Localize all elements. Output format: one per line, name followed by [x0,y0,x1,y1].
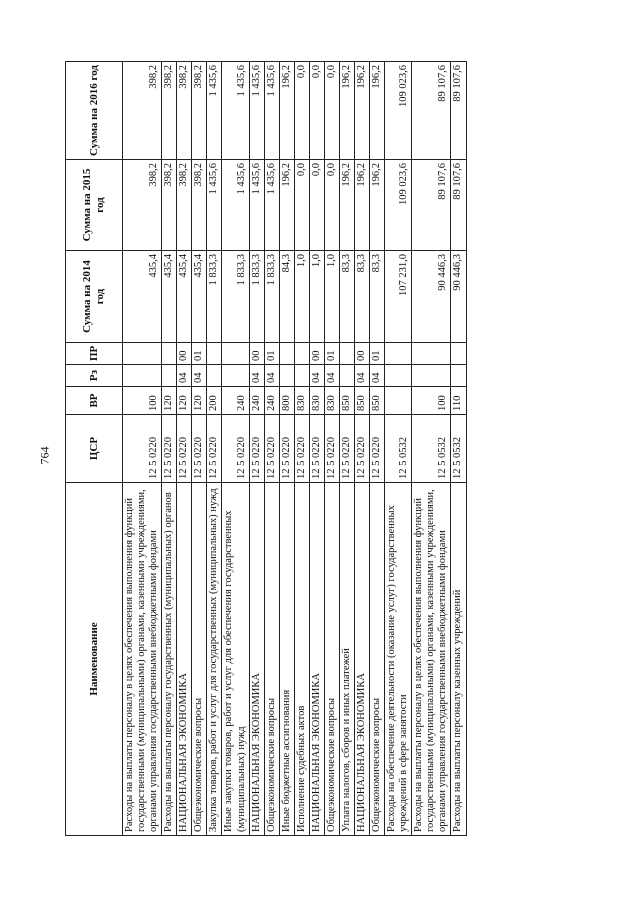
row-rz [294,365,309,387]
row-sum-2015: 1 435,6 [222,160,249,251]
row-rz [339,365,354,387]
row-csr: 12 5 0220 [222,415,249,483]
row-name: Закупка товаров, работ и услуг для государственных (муниципальных) нужд [207,483,222,836]
row-sum-2016: 196,2 [370,62,385,160]
row-sum-2016: 109 023,6 [385,62,412,160]
row-name: Расходы на выплаты персоналу в целях обеспечения выполнения функций государственными (муниципальными) органами, казенными учреждениями, органами управления государственными внебюджетными фондами [123,483,162,836]
row-sum-2014: 83,3 [370,251,385,343]
table-row [192,62,207,836]
row-sum-2015: 1 435,6 [207,160,222,251]
row-vr: 850 [339,387,354,415]
row-csr: 12 5 0220 [162,415,177,483]
table-row [279,62,294,836]
table-row [324,62,339,836]
row-name: НАЦИОНАЛЬНАЯ ЭКОНОМИКА [177,483,192,836]
row-csr: 12 5 0220 [339,415,354,483]
header-vr: ВР [66,387,123,415]
row-sum-2015: 0,0 [324,160,339,251]
budget-table-container [65,62,584,836]
row-pr: 01 [192,343,207,365]
row-sum-2016: 398,2 [192,62,207,160]
row-sum-2015: 1 435,6 [249,160,264,251]
row-name: Исполнение судебных актов [294,483,309,836]
row-sum-2016: 196,2 [279,62,294,160]
row-sum-2015: 109 023,6 [385,160,412,251]
row-sum-2015: 196,2 [339,160,354,251]
table-row [123,62,162,836]
table-row [309,62,324,836]
row-vr: 830 [309,387,324,415]
row-csr: 12 5 0220 [177,415,192,483]
row-pr: 00 [177,343,192,365]
row-pr [123,343,162,365]
row-sum-2014: 435,4 [177,251,192,343]
table-row [451,62,466,836]
row-vr: 120 [177,387,192,415]
row-sum-2015: 398,2 [192,160,207,251]
table-row [264,62,279,836]
row-rz: 04 [264,365,279,387]
row-sum-2016: 0,0 [294,62,309,160]
row-sum-2016: 89 107,6 [451,62,466,160]
row-vr [385,387,412,415]
row-rz: 04 [249,365,264,387]
row-name: НАЦИОНАЛЬНАЯ ЭКОНОМИКА [309,483,324,836]
row-sum-2014: 83,3 [355,251,370,343]
row-sum-2016: 196,2 [339,62,354,160]
row-csr: 12 5 0532 [451,415,466,483]
row-csr: 12 5 0220 [279,415,294,483]
header-sum-2015: Сумма на 2015 год [66,160,123,251]
header-pr: ПР [66,343,123,365]
table-row [207,62,222,836]
row-sum-2015: 398,2 [162,160,177,251]
row-vr: 100 [412,387,451,415]
row-vr: 200 [207,387,222,415]
row-sum-2015: 1 435,6 [264,160,279,251]
row-sum-2015: 89 107,6 [451,160,466,251]
header-row [66,62,123,836]
row-pr: 01 [264,343,279,365]
row-rz [412,365,451,387]
row-sum-2016: 398,2 [177,62,192,160]
row-pr [339,343,354,365]
row-sum-2016: 0,0 [324,62,339,160]
row-csr: 12 5 0220 [370,415,385,483]
row-sum-2016: 398,2 [123,62,162,160]
table-row [339,62,354,836]
row-vr: 240 [249,387,264,415]
row-rz [385,365,412,387]
row-sum-2014: 1 833,3 [264,251,279,343]
row-pr [385,343,412,365]
row-rz [279,365,294,387]
row-sum-2016: 1 435,6 [264,62,279,160]
table-body [123,62,467,836]
row-sum-2014: 1,0 [324,251,339,343]
row-name: Расходы на выплаты персоналу в целях обеспечения выполнения функций государственными (муниципальными) органами, казенными учреждениями, органами управления государственными внебюджетными фондами [412,483,451,836]
row-vr: 800 [279,387,294,415]
row-rz: 04 [355,365,370,387]
row-csr: 12 5 0220 [207,415,222,483]
row-sum-2014: 1 833,3 [207,251,222,343]
row-sum-2015: 196,2 [370,160,385,251]
row-sum-2015: 89 107,6 [412,160,451,251]
row-vr: 850 [370,387,385,415]
row-vr: 830 [324,387,339,415]
row-name: Общеэкономические вопросы [324,483,339,836]
header-sum-2014: Сумма на 2014 год [66,251,123,343]
row-name: НАЦИОНАЛЬНАЯ ЭКОНОМИКА [249,483,264,836]
row-pr [279,343,294,365]
row-name: Уплата налогов, сборов и иных платежей [339,483,354,836]
row-vr: 240 [222,387,249,415]
row-vr: 830 [294,387,309,415]
row-sum-2014: 435,4 [123,251,162,343]
row-csr: 12 5 0220 [324,415,339,483]
table-row [370,62,385,836]
row-rz [222,365,249,387]
row-sum-2014: 1 833,3 [222,251,249,343]
row-csr: 12 5 0220 [249,415,264,483]
row-sum-2014: 1,0 [294,251,309,343]
row-sum-2014: 435,4 [162,251,177,343]
table-row [162,62,177,836]
row-name: Расходы на выплаты персоналу государственных (муниципальных) органов [162,483,177,836]
row-sum-2014: 1 833,3 [249,251,264,343]
row-rz [207,365,222,387]
row-sum-2014: 107 231,0 [385,251,412,343]
row-pr [451,343,466,365]
row-csr: 12 5 0220 [123,415,162,483]
row-pr [207,343,222,365]
row-vr: 240 [264,387,279,415]
row-sum-2015: 398,2 [177,160,192,251]
row-csr: 12 5 0220 [309,415,324,483]
row-pr [222,343,249,365]
row-vr: 110 [451,387,466,415]
row-sum-2016: 1 435,6 [222,62,249,160]
table-row [177,62,192,836]
row-sum-2016: 1 435,6 [207,62,222,160]
row-pr: 01 [370,343,385,365]
row-sum-2014: 83,3 [339,251,354,343]
row-pr: 01 [324,343,339,365]
row-pr: 00 [309,343,324,365]
row-rz: 04 [309,365,324,387]
table-row [412,62,451,836]
row-pr [294,343,309,365]
row-sum-2015: 196,2 [279,160,294,251]
row-vr: 120 [192,387,207,415]
row-rz [451,365,466,387]
row-csr: 12 5 0220 [355,415,370,483]
row-name: Иные бюджетные ассигнования [279,483,294,836]
row-sum-2014: 90 446,3 [451,251,466,343]
row-name: Расходы на выплаты персоналу казенных учреждений [451,483,466,836]
row-sum-2014: 90 446,3 [412,251,451,343]
row-vr: 100 [123,387,162,415]
page-number: 764 [37,446,52,465]
row-rz: 04 [192,365,207,387]
row-vr: 850 [355,387,370,415]
row-name: Общеэкономические вопросы [192,483,207,836]
table-row [222,62,249,836]
row-sum-2014: 1,0 [309,251,324,343]
row-pr [412,343,451,365]
row-sum-2016: 89 107,6 [412,62,451,160]
row-name: Общеэкономические вопросы [264,483,279,836]
row-pr [162,343,177,365]
row-rz: 04 [370,365,385,387]
row-csr: 12 5 0532 [412,415,451,483]
row-vr: 120 [162,387,177,415]
table-row [294,62,309,836]
header-name: Наименование [66,483,123,836]
row-sum-2015: 0,0 [294,160,309,251]
table-row [249,62,264,836]
row-pr: 00 [355,343,370,365]
table-row [385,62,412,836]
row-name: Общеэкономические вопросы [370,483,385,836]
row-sum-2016: 196,2 [355,62,370,160]
row-rz [162,365,177,387]
budget-table [65,61,467,836]
row-rz: 04 [177,365,192,387]
header-sum-2016: Сумма на 2016 год [66,62,123,160]
header-csr: ЦСР [66,415,123,483]
row-rz [123,365,162,387]
row-rz: 04 [324,365,339,387]
row-csr: 12 5 0220 [192,415,207,483]
row-csr: 12 5 0220 [294,415,309,483]
row-sum-2014: 435,4 [192,251,207,343]
row-sum-2016: 398,2 [162,62,177,160]
row-csr: 12 5 0220 [264,415,279,483]
row-pr: 00 [249,343,264,365]
row-sum-2016: 1 435,6 [249,62,264,160]
row-name: Расходы на обеспечение деятельности (оказание услуг) государственных учреждений в сфере занятости [385,483,412,836]
row-sum-2015: 398,2 [123,160,162,251]
row-sum-2014: 84,3 [279,251,294,343]
row-sum-2016: 0,0 [309,62,324,160]
row-sum-2015: 196,2 [355,160,370,251]
row-name: НАЦИОНАЛЬНАЯ ЭКОНОМИКА [355,483,370,836]
table-row [355,62,370,836]
row-csr: 12 5 0532 [385,415,412,483]
header-rz: Рз [66,365,123,387]
row-sum-2015: 0,0 [309,160,324,251]
row-name: Иные закупки товаров, работ и услуг для обеспечения государственных (муниципальных) нужд [222,483,249,836]
